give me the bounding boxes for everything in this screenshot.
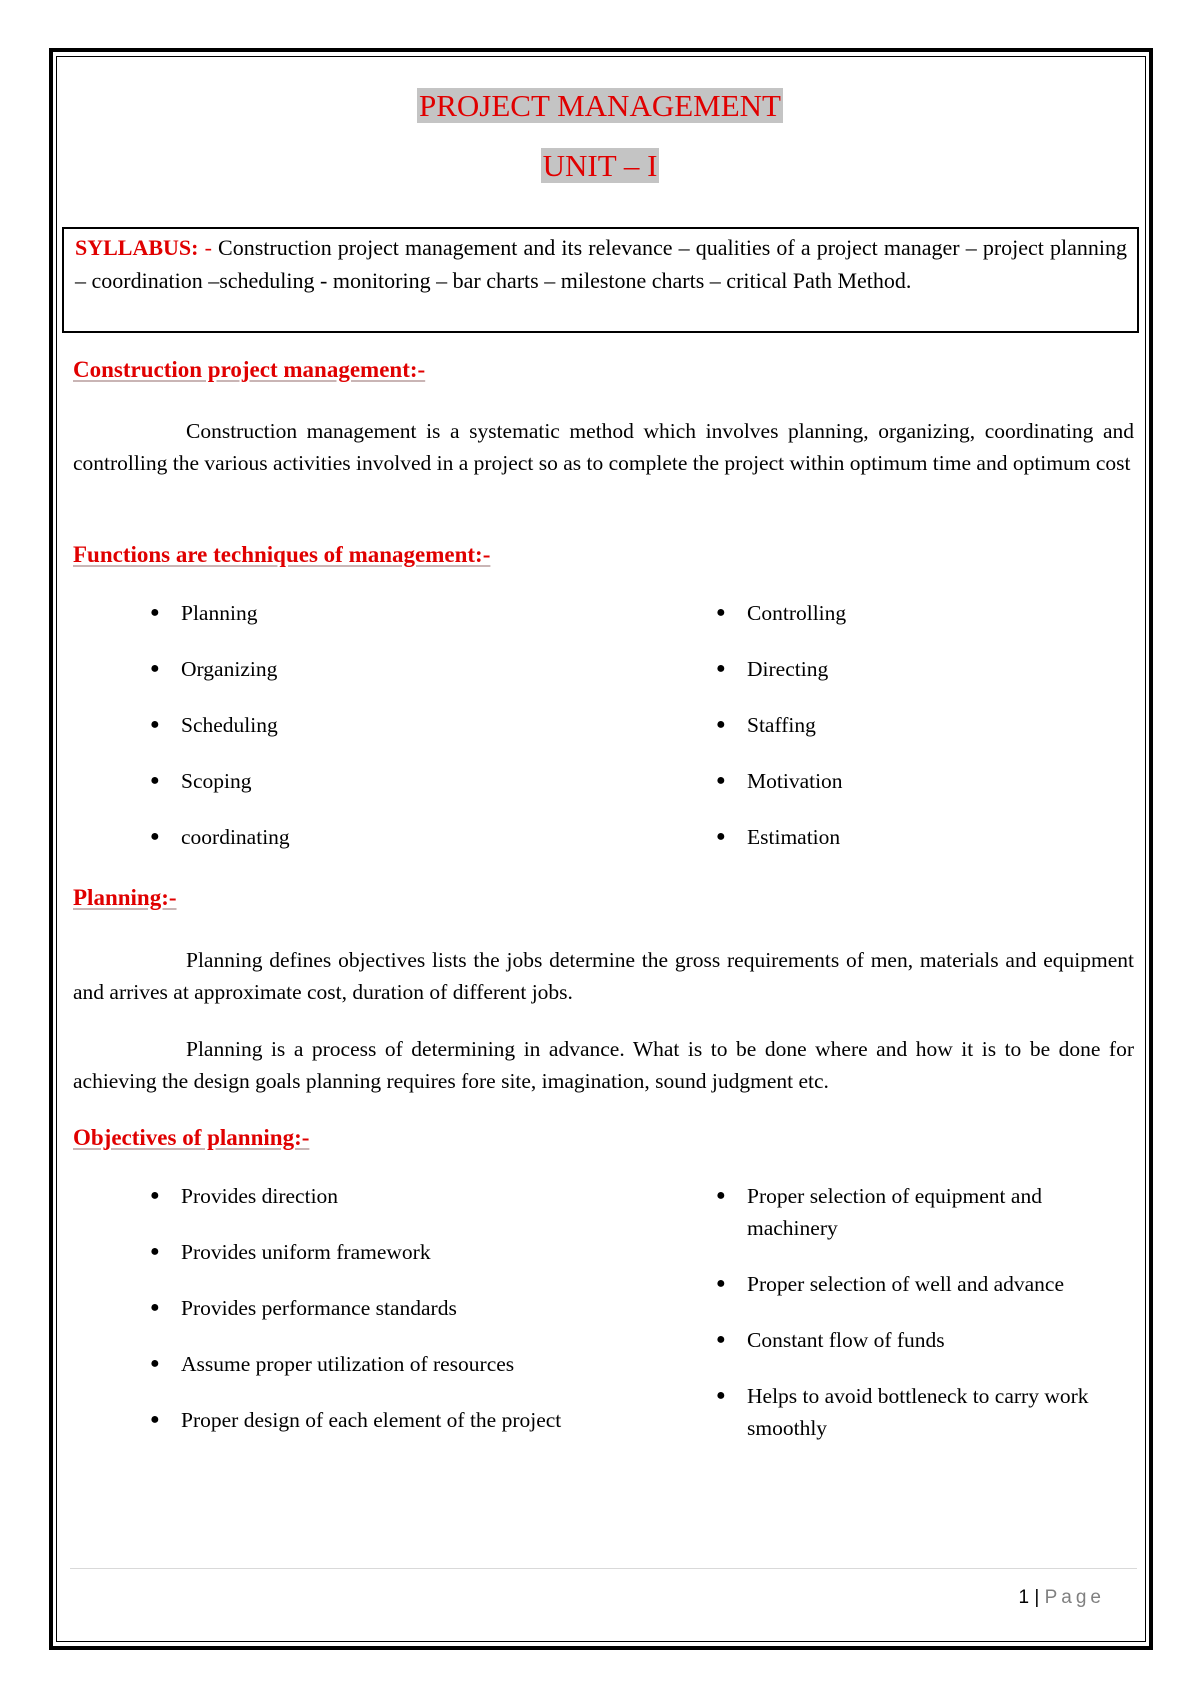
list-item [713,1268,1106,1300]
page-number: 1 [1018,1587,1030,1608]
objectives-list-right [713,1180,1106,1468]
list-item-text: Constant flow of funds [747,1328,945,1352]
bullet-icon: ● [150,1411,160,1428]
list-item-text: Planning [181,601,258,625]
bullet-icon: ● [716,1387,726,1404]
list-item [713,597,1133,629]
syllabus-text: Construction project management and its relevance – qualities of a project manager – project planning – coordination –scheduling - monitoring – bar charts – milestone charts – critical Path Method. [75,235,1127,293]
bullet-icon: ● [150,1187,160,1204]
list-item [147,765,567,797]
list-item-text: Proper selection of well and advance [747,1272,1064,1296]
list-item-text: Proper design of each element of the project [181,1408,562,1432]
syllabus-box [62,227,1139,333]
list-item-text: Provides performance standards [181,1296,457,1320]
list-item [713,765,1133,797]
bullet-icon: ● [716,716,726,733]
list-item-text: Provides direction [181,1184,339,1208]
bullet-icon: ● [716,772,726,789]
page-label: Page [1044,1587,1105,1608]
footer-separator: | [1034,1587,1040,1608]
bullet-icon: ● [150,1355,160,1372]
list-item-text: coordinating [181,825,290,849]
bullet-icon: ● [150,828,160,845]
list-item [713,1380,1106,1444]
footer-rule [70,1568,1137,1569]
list-item-text: Proper selection of equipment and machinery [747,1184,1042,1240]
list-item [147,1180,567,1212]
list-item [147,1404,567,1436]
list-item-text: Estimation [747,825,841,849]
list-item [147,709,567,741]
bullet-icon: ● [716,1275,726,1292]
planning-paragraph-2: Planning is a process of determining in advance. What is to be done where and how it is to be done for achieving the design goals planning requires fore site, imagination, sound judgment etc. [73,1037,1134,1093]
bullet-icon: ● [716,1331,726,1348]
list-item-text: Staffing [747,713,816,737]
syllabus-label: SYLLABUS: [75,235,199,260]
list-item-text: Helps to avoid bottleneck to carry work smoothly [747,1384,1089,1440]
bullet-icon: ● [716,828,726,845]
bullet-icon: ● [716,660,726,677]
list-item-text: Directing [747,657,829,681]
heading-planning: Planning:- [73,885,177,910]
list-item [147,1236,567,1268]
planning-paragraph-1: Planning defines objectives lists the jobs determine the gross requirements of men, materials and equipment and arrives at approximate cost, duration of different jobs. [73,948,1134,1004]
construction-paragraph: Construction management is a systematic method which involves planning, organizing, coordinating and controlling the various activities involved in a project so as to complete the project within optimum time and optimum cost [73,419,1134,475]
functions-list-left [147,597,567,877]
list-item-text: Motivation [747,769,843,793]
bullet-icon: ● [150,772,160,789]
list-item [147,1292,567,1324]
list-item-text: Scheduling [181,713,278,737]
objectives-list-left [147,1180,567,1460]
list-item-text: Provides uniform framework [181,1240,431,1264]
list-item [147,597,567,629]
list-item [713,653,1133,685]
bullet-icon: ● [150,660,160,677]
list-item [713,821,1133,853]
list-item-text: Controlling [747,601,847,625]
list-item [713,709,1133,741]
list-item [147,653,567,685]
heading-objectives: Objectives of planning:- [73,1125,310,1150]
bullet-icon: ● [716,604,726,621]
bullet-icon: ● [150,604,160,621]
bullet-icon: ● [150,1243,160,1260]
document-title: PROJECT MANAGEMENT [419,88,781,123]
list-item [713,1324,1106,1356]
page-footer [1019,1587,1105,1609]
functions-list-right [713,597,1133,877]
list-item [147,1348,567,1380]
syllabus-dash: - [204,235,212,260]
list-item [713,1180,1106,1244]
bullet-icon: ● [150,1299,160,1316]
bullet-icon: ● [716,1187,726,1204]
heading-functions: Functions are techniques of management:- [73,542,491,567]
list-item-text: Assume proper utilization of resources [181,1352,515,1376]
list-item-text: Scoping [181,769,252,793]
list-item-text: Organizing [181,657,278,681]
unit-title: UNIT – I [542,148,658,183]
bullet-icon: ● [150,716,160,733]
list-item [147,821,567,853]
heading-construction-project-management: Construction project management:- [73,357,426,382]
